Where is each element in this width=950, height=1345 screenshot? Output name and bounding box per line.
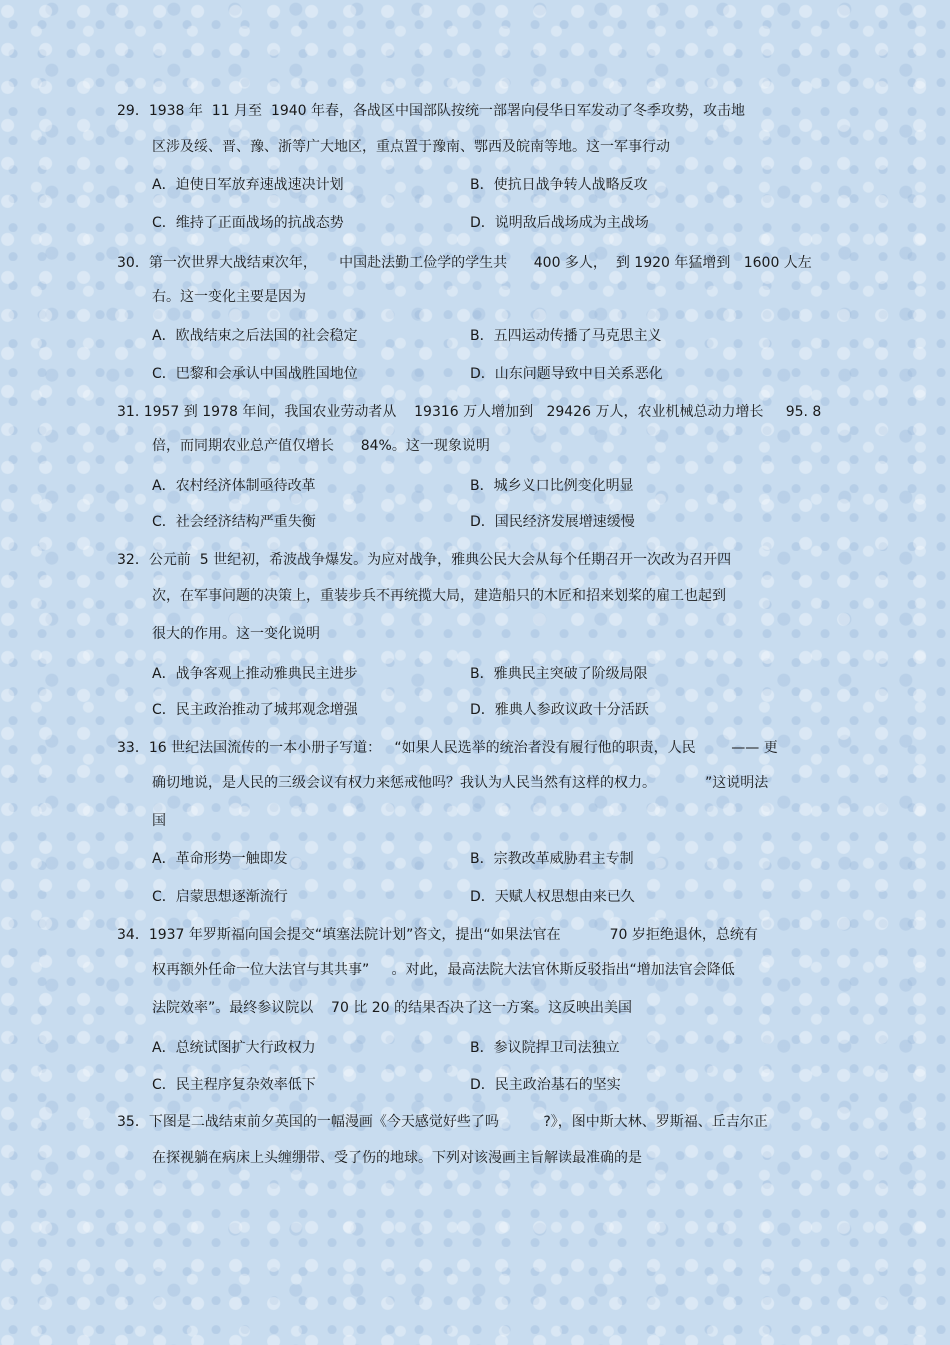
question-33-option-a: A．革命形势一触即发 (152, 851, 288, 867)
question-34-option-d: D．民主政治基石的坚实 (470, 1077, 621, 1093)
question-34-option-b: B．参议院捍卫司法独立 (470, 1040, 620, 1056)
question-31-line-1: 31. 1957 到 1978 年间，我国农业劳动者从 19316 万人增加到 29426 万人，农业机械总动力增长 95. 8 (117, 404, 822, 420)
question-30-option-a: A．欧战结束之后法国的社会稳定 (152, 328, 358, 344)
question-33-line-2: 确切地说，是人民的三级会议有权力来惩戒他吗？我认为人民当然有这样的权力。 ”这说明法 (152, 775, 769, 791)
question-34-option-c: C．民主程序复杂效率低下 (152, 1077, 316, 1093)
question-31-option-c: C．社会经济结构严重失衡 (152, 514, 316, 530)
question-30-option-b: B．五四运动传播了马克思主义 (470, 328, 662, 344)
question-29-option-a: A．迫使日军放弃速战速决计划 (152, 177, 344, 193)
question-30-line-1: 30．第一次世界大战结束次年， 中国赴法勤工俭学的学生共 400 多人， 到 1920 年猛增到 1600 人左 (117, 255, 812, 271)
question-33-option-c: C．启蒙思想逐渐流行 (152, 889, 288, 905)
question-33-option-d: D．天赋人权思想由来已久 (470, 889, 635, 905)
question-31-option-b: B．城乡义口比例变化明显 (470, 478, 634, 494)
question-32-line-2: 次，在军事问题的决策上，重装步兵不再统揽大局，建造船只的木匠和招来划桨的雇工也起到 (152, 588, 726, 604)
question-32-line-1: 32．公元前 5 世纪初，希波战争爆发。为应对战争，雅典公民大会从每个任期召开一次改为召开四 (117, 552, 732, 568)
question-32-option-c: C．民主政治推动了城邦观念增强 (152, 702, 358, 718)
question-32-option-b: B．雅典民主突破了阶级局限 (470, 666, 648, 682)
question-34-line-1: 34．1937 年罗斯福向国会提交“填塞法院计划”咨文，提出“如果法官在 70 岁拒绝退休，总统有 (117, 927, 758, 943)
question-34-option-a: A．总统试图扩大行政权力 (152, 1040, 316, 1056)
question-30-option-c: C．巴黎和会承认中国战胜国地位 (152, 366, 358, 382)
question-30-line-2: 右。这一变化主要是因为 (152, 289, 306, 305)
question-34-line-3: 法院效率”。最终参议院以 70 比 20 的结果否决了这一方案。这反映出美国 (152, 1000, 633, 1016)
question-32-option-d: D．雅典人参政议政十分活跃 (470, 702, 649, 718)
question-29-option-d: D．说明敌后战场成为主战场 (470, 215, 649, 231)
question-29-option-c: C．维持了正面战场的抗战态势 (152, 215, 344, 231)
question-29-line-1: 29．1938 年 11 月至 1940 年春，各战区中国部队按统一部署向侵华日军发动了冬季攻势，攻击地 (117, 103, 746, 119)
question-33-option-b: B．宗教改革威胁君主专制 (470, 851, 634, 867)
question-35-line-1: 35．下图是二战结束前夕英国的一幅漫画《今天感觉好些了吗 ?》，图中斯大林、罗斯福、丘吉尔正 (117, 1114, 768, 1130)
question-31-option-a: A．农村经济体制亟待改革 (152, 478, 316, 494)
question-33-line-3: 国 (152, 813, 166, 829)
question-35-line-2: 在探视躺在病床上头缠绷带、受了伤的地球。下列对该漫画主旨解读最准确的是 (152, 1150, 642, 1166)
question-34-line-2: 权再额外任命一位大法官与其共事” 。对此，最高法院大法官休斯反驳指出“增加法官会降低 (152, 962, 735, 978)
question-33-line-1: 33．16 世纪法国流传的一本小册子写道： “如果人民选举的统治者没有履行他的职责，人民 —— 更 (117, 740, 778, 756)
question-32-line-3: 很大的作用。这一变化说明 (152, 626, 320, 642)
question-29-option-b: B．使抗日战争转人战略反攻 (470, 177, 648, 193)
question-31-line-2: 倍，而同期农业总产值仅增长 84%。这一现象说明 (152, 438, 490, 454)
question-32-option-a: A．战争客观上推动雅典民主进步 (152, 666, 358, 682)
question-29-line-2: 区涉及绥、晋、豫、浙等广大地区，重点置于豫南、鄂西及皖南等地。这一军事行动 (152, 139, 670, 155)
question-31-option-d: D．国民经济发展增速缓慢 (470, 514, 635, 530)
question-30-option-d: D．山东问题导致中日关系恶化 (470, 366, 663, 382)
